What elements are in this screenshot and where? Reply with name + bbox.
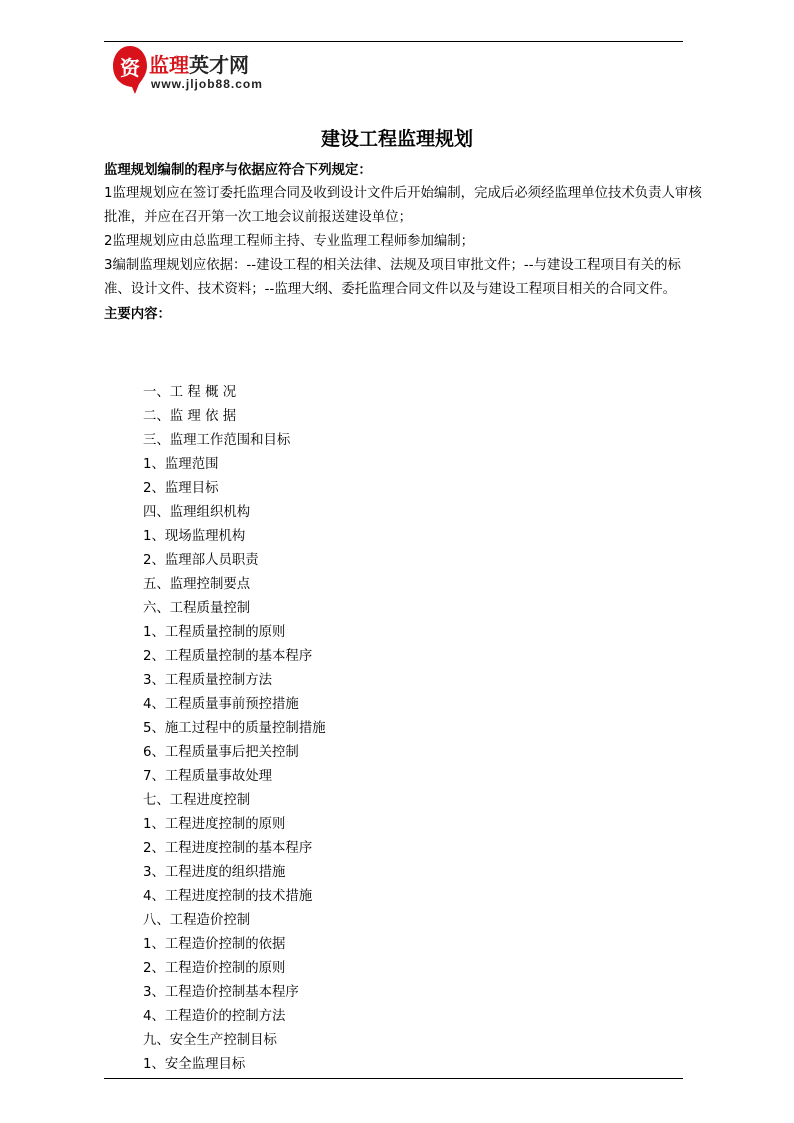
- toc-item: 3、工程质量控制方法: [143, 673, 273, 688]
- toc-item: 2、工程造价控制的原则: [143, 961, 286, 976]
- toc-item: 4、工程质量事前预控措施: [143, 697, 299, 712]
- toc-item: 1、安全监理目标: [143, 1057, 246, 1072]
- toc-item: 1、工程质量控制的原则: [143, 625, 286, 640]
- toc-item: 1、工程造价控制的依据: [143, 937, 286, 952]
- toc-item: 1、工程进度控制的原则: [143, 817, 286, 832]
- logo-mark-icon: [111, 44, 149, 98]
- toc-item: 4、工程进度控制的技术措施: [143, 889, 313, 904]
- toc-item: 五、监理控制要点: [143, 577, 251, 592]
- toc-item: 6、工程质量事后把关控制: [143, 745, 299, 760]
- toc-item: 一、工 程 概 况: [143, 385, 237, 400]
- rule-item-3: 3编制监理规划应依据：--建设工程的相关法律、法规及项目审批文件；--与建设工程项目有关的标准、设计文件、技术资料；--监理大纲、委托监理合同文件以及与建设工程项目相关的合同文件。: [104, 258, 681, 297]
- toc-item: 2、监理部人员职责: [143, 553, 259, 568]
- toc-item: 六、工程质量控制: [143, 601, 251, 616]
- toc-item: 八、工程造价控制: [143, 913, 251, 928]
- toc-item: 二、监 理 依 据: [143, 409, 237, 424]
- rule-item-1: 1监理规划应在签订委托监理合同及收到设计文件后开始编制，完成后必须经监理单位技术负责人审核批准，并应在召开第一次工地会议前报送建设单位；: [104, 186, 702, 225]
- intro-heading: 监理规划编制的程序与依据应符合下列规定：: [104, 162, 372, 178]
- logo-char: 资: [120, 56, 140, 80]
- brand-name-part2: 英才网: [189, 53, 249, 77]
- toc-item: 三、监理工作范围和目标: [143, 433, 291, 448]
- toc-item: 3、工程造价控制基本程序: [143, 985, 299, 1000]
- toc-item: 四、监理组织机构: [143, 505, 251, 520]
- toc-item: 2、工程质量控制的基本程序: [143, 649, 313, 664]
- brand-name: [149, 49, 249, 78]
- brand-url[interactable]: www.jljob88.com: [151, 77, 263, 91]
- brand-name-part1: 监理: [149, 53, 189, 77]
- toc-item: 2、工程进度控制的基本程序: [143, 841, 313, 856]
- toc-item: 2、监理目标: [143, 481, 219, 496]
- toc-item: 3、工程进度的组织措施: [143, 865, 286, 880]
- contents-heading: 主要内容：: [104, 306, 171, 322]
- toc-item: 九、安全生产控制目标: [143, 1033, 277, 1048]
- document-title: 建设工程监理规划: [320, 128, 473, 150]
- header-rule: [104, 41, 683, 42]
- toc-item: 七、工程进度控制: [143, 793, 251, 808]
- toc-item: 4、工程造价的控制方法: [143, 1009, 286, 1024]
- toc-item: 1、现场监理机构: [143, 529, 246, 544]
- rule-item-2: 2监理规划应由总监理工程师主持、专业监理工程师参加编制；: [104, 234, 475, 249]
- table-of-contents: [143, 381, 643, 1077]
- document-body: [104, 158, 704, 326]
- toc-item: 7、工程质量事故处理: [143, 769, 273, 784]
- toc-item: 1、监理范围: [143, 457, 219, 472]
- site-logo[interactable]: [111, 44, 311, 100]
- footer-rule: [104, 1078, 683, 1079]
- toc-item: 5、施工过程中的质量控制措施: [143, 721, 326, 736]
